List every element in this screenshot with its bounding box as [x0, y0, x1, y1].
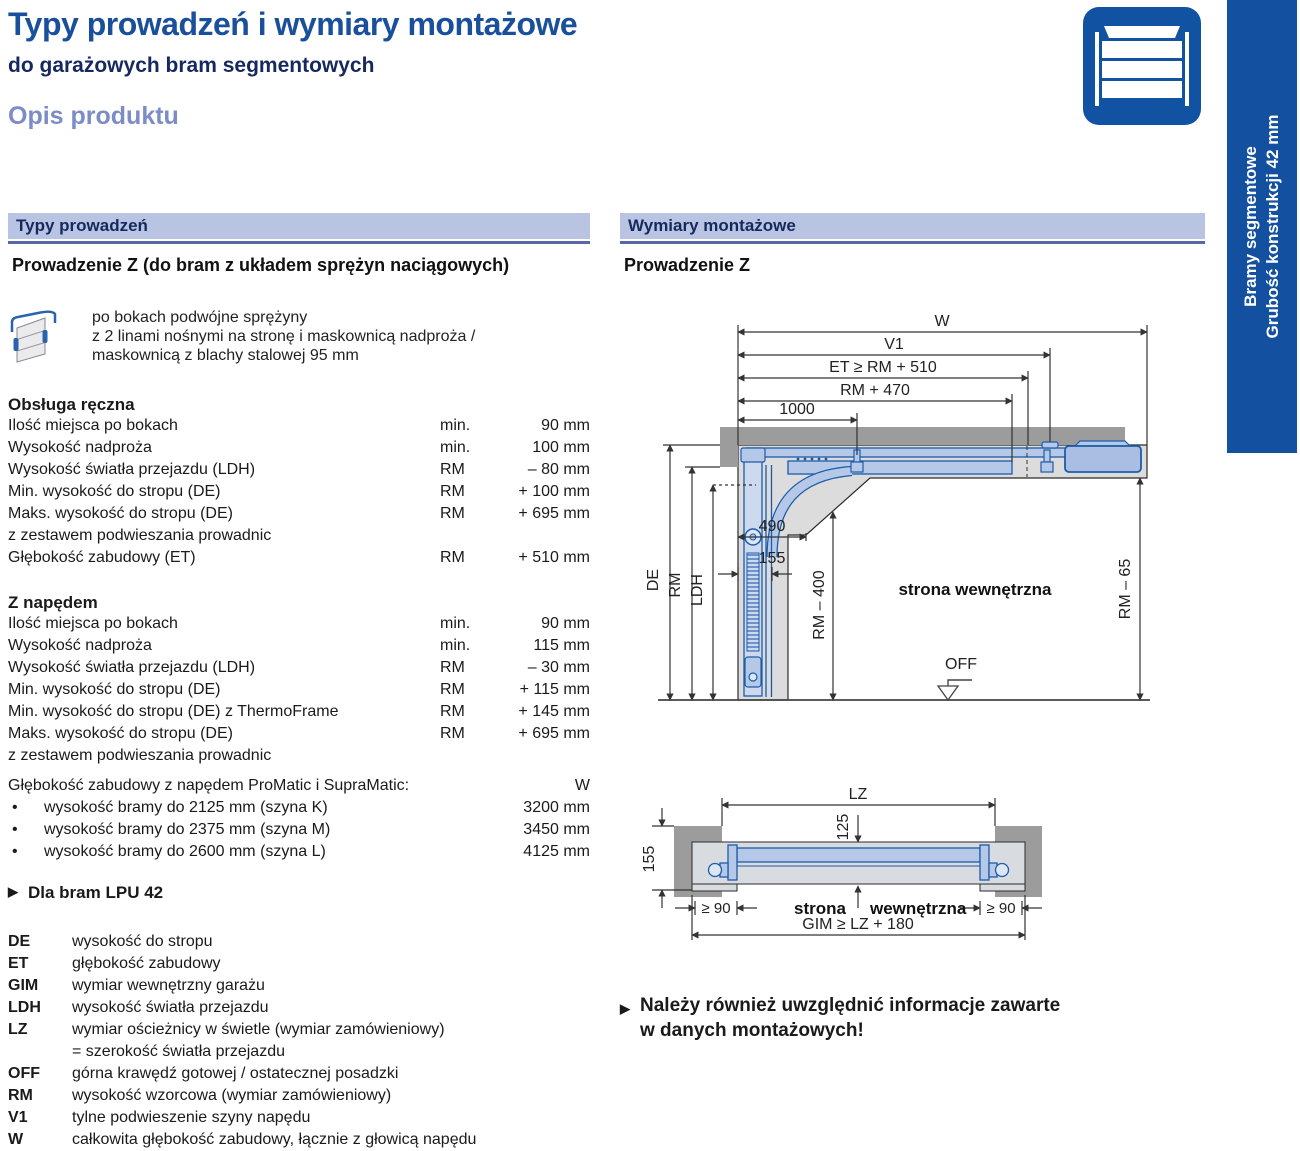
legend-description-line: całkowita głębokość zabudowy, łącznie z głowicą napędu: [72, 1131, 477, 1148]
legend-description: [72, 953, 590, 975]
depth-heading-row: [8, 775, 590, 797]
powered-spec-table: [8, 613, 590, 767]
spec-value: 90 mm: [541, 417, 590, 434]
spec-row: [8, 481, 590, 503]
legend-description-line: wysokość światła przejazdu: [72, 999, 269, 1016]
dim-w-label: W: [934, 313, 950, 330]
dim-90-right-label: ≥ 90: [986, 900, 1016, 917]
legend-row: [8, 1107, 590, 1129]
legend-row: [8, 997, 590, 1019]
inside-label-plan: [794, 886, 967, 918]
spec-row: [8, 415, 590, 437]
depth-value: 3450 mm: [523, 821, 590, 838]
left-section-bar: [8, 213, 590, 239]
inside-label-b: wewnętrzna: [870, 899, 967, 918]
spec-reference: RM: [440, 483, 465, 500]
spec-label: Wysokość światła przejazdu (LDH): [8, 659, 256, 676]
spec-label: Maks. wysokość do stropu (DE): [8, 725, 233, 742]
powered-heading: Z napędem: [8, 593, 98, 612]
spec-label: Min. wysokość do stropu (DE): [8, 483, 221, 500]
legend-description: [72, 931, 590, 953]
spec-label: Min. wysokość do stropu (DE): [8, 681, 221, 698]
depth-label: wysokość bramy do 2600 mm (szyna L): [44, 843, 326, 860]
right-lead: Prowadzenie Z: [624, 255, 751, 275]
spec-label: Głębokość zabudowy (ET): [8, 549, 196, 566]
triangle-bullet-icon: ▶: [8, 884, 18, 899]
dim-155-plan-label: 155: [641, 845, 658, 873]
dim-de-label: DE: [645, 568, 662, 592]
spec-row: [8, 503, 590, 525]
spec-label: z zestawem podwieszania prowadnic: [8, 747, 272, 764]
dim-rm65-label: RM – 65: [1117, 558, 1134, 620]
spec-label: Wysokość nadproża: [8, 439, 152, 456]
bullet-icon: •: [12, 843, 18, 860]
spec-value: 90 mm: [541, 615, 590, 632]
legend-row: [8, 953, 590, 975]
legend-description: [72, 997, 590, 1019]
spec-row: [8, 679, 590, 701]
spec-label: Ilość miejsca po bokach: [8, 417, 178, 434]
spec-reference: min.: [440, 439, 471, 456]
upper-track-rail: [746, 448, 1066, 457]
tension-spring: [747, 553, 759, 651]
spec-value: + 145 mm: [518, 703, 590, 720]
side-tab-line2: Grubość konstrukcji 42 mm: [1263, 114, 1282, 339]
legend-description: [72, 1129, 590, 1151]
inside-label-a: strona: [794, 899, 846, 918]
legend-term: V1: [8, 1109, 28, 1126]
spec-value: 100 mm: [532, 439, 590, 456]
spec-reference: min.: [440, 417, 471, 434]
abbreviation-legend: [8, 931, 590, 1151]
dim-rm-label: RM: [667, 572, 684, 598]
legend-term: ET: [8, 955, 29, 972]
spec-row: [8, 745, 590, 767]
legend-term: W: [8, 1131, 24, 1148]
legend-row: [8, 1063, 590, 1085]
right-column: [620, 213, 1205, 1043]
plan-view-diagram: [620, 775, 1205, 975]
rear-ceiling-clip: [1042, 442, 1058, 448]
legend-description: [72, 975, 590, 997]
bottom-note-text: Należy również uwzględnić informacje zawarte w danych montażowych!: [640, 995, 1061, 1041]
cable-drum-bracket: [741, 448, 765, 462]
depth-table: [8, 797, 590, 863]
dim-125-label: 125: [835, 813, 852, 841]
dim-ldh-label: LDH: [689, 573, 706, 607]
spec-label: Ilość miejsca po bokach: [8, 615, 178, 632]
spec-value: 115 mm: [533, 637, 590, 654]
track-type-intro: [8, 306, 590, 371]
spec-row: [8, 459, 590, 481]
spec-row: [8, 547, 590, 569]
left-column: [8, 213, 590, 1151]
dim-1000-label: 1000: [779, 401, 815, 418]
dim-v1-label: V1: [884, 336, 904, 353]
off-floor-symbol: [938, 680, 972, 700]
legend-row: [8, 1019, 590, 1063]
dim-rm470-label: RM + 470: [840, 382, 910, 399]
legend-term: DE: [8, 933, 31, 950]
side-tab-line1: Bramy segmentowe: [1241, 146, 1260, 307]
bullet-icon: •: [12, 799, 18, 816]
legend-description-line: tylne podwieszenie szyny napędu: [72, 1109, 311, 1126]
spec-value: [498, 525, 590, 547]
bottom-bracket: [745, 657, 761, 687]
legend-term: GIM: [8, 977, 39, 994]
spec-reference: [440, 745, 498, 767]
depth-value: 4125 mm: [523, 843, 590, 860]
spec-label: Maks. wysokość do stropu (DE): [8, 505, 233, 522]
legend-description: [72, 1085, 590, 1107]
spec-label: Wysokość światła przejazdu (LDH): [8, 461, 256, 478]
manual-heading: Obsługa ręczna: [8, 395, 135, 414]
bottom-note: [620, 993, 1205, 1043]
depth-row: [8, 819, 590, 841]
legend-description: [72, 1019, 590, 1063]
spec-label: Min. wysokość do stropu (DE) z ThermoFrame: [8, 703, 339, 720]
legend-term: OFF: [8, 1065, 40, 1082]
right-section-bar-label: Wymiary montażowe: [628, 216, 796, 235]
legend-term: LZ: [8, 1021, 28, 1038]
z-track-icon: [8, 306, 92, 371]
dim-90-left-label: ≥ 90: [701, 900, 731, 917]
dim-rm400-label: RM – 400: [811, 570, 828, 640]
spec-label: z zestawem podwieszania prowadnic: [8, 527, 272, 544]
spec-reference: RM: [440, 703, 465, 720]
spec-reference: [440, 525, 498, 547]
spec-row: [8, 657, 590, 679]
legend-row: [8, 1085, 590, 1107]
triangle-bullet-icon: ▶: [620, 1001, 630, 1016]
spec-reference: min.: [440, 615, 471, 632]
inside-label: strona wewnętrzna: [898, 580, 1052, 599]
legend-description-line: = szerokość światła przejazdu: [72, 1043, 285, 1060]
legend-row: [8, 975, 590, 997]
spec-reference: RM: [440, 549, 465, 566]
right-section-bar: [620, 213, 1205, 239]
spec-reference: RM: [440, 659, 465, 676]
left-section-bar-label: Typy prowadzeń: [16, 216, 148, 235]
spec-reference: RM: [440, 681, 465, 698]
spec-value: + 510 mm: [518, 549, 590, 566]
spec-value: + 695 mm: [518, 725, 590, 742]
spec-row: [8, 437, 590, 459]
off-label: OFF: [945, 656, 977, 673]
legend-description: [72, 1107, 590, 1129]
depth-row: [8, 841, 590, 863]
page-title: Typy prowadzeń i wymiary montażowe: [8, 6, 578, 42]
side-tab-text: [1227, 0, 1297, 453]
dim-lz-label: LZ: [848, 786, 868, 803]
legend-description-line: wysokość wzorcowa (wymiar zamówieniowy): [72, 1087, 392, 1104]
spec-reference: RM: [440, 461, 465, 478]
manual-spec-table: [8, 415, 590, 569]
side-section-diagram: [620, 305, 1205, 745]
legend-row: [8, 931, 590, 953]
legend-description-line: wymiar wewnętrzny garażu: [72, 977, 265, 994]
spec-value: + 695 mm: [518, 505, 590, 522]
dim-gim-label: GIM ≥ LZ + 180: [802, 916, 914, 933]
legend-description-line: górna krawędź gotowej / ostatecznej posadzki: [72, 1065, 399, 1082]
sectional-door-icon: [1082, 6, 1202, 131]
legend-description-line: głębokość zabudowy: [72, 955, 221, 972]
operator-head: [1065, 441, 1141, 472]
sectional-door-icon-svg: [1082, 6, 1202, 126]
left-lead: Prowadzenie Z (do bram z układem sprężyn naciągowych): [12, 255, 510, 275]
depth-label: wysokość bramy do 2125 mm (szyna K): [44, 799, 328, 816]
legend-term: RM: [8, 1087, 33, 1104]
depth-heading-value: W: [574, 777, 590, 794]
legend-description: [72, 1063, 590, 1085]
dim-490-label: 490: [758, 518, 786, 535]
depth-label: wysokość bramy do 2375 mm (szyna M): [44, 821, 331, 838]
spec-value: + 115 mm: [519, 681, 590, 698]
lintel: [720, 445, 738, 467]
page-subtitle: do garażowych bram segmentowych: [8, 54, 375, 77]
spec-label: Wysokość nadproża: [8, 637, 152, 654]
spec-row: [8, 635, 590, 657]
spec-value: + 100 mm: [518, 483, 590, 500]
track-type-description: po bokach podwójne sprężyny z 2 linami nośnymi na stronę i maskownicą nadproża / maskownicą z blachy stalowej 95 mm: [92, 309, 476, 364]
spec-row: [8, 723, 590, 745]
ceiling: [720, 427, 1125, 445]
lpu-note-text: Dla bram LPU 42: [28, 883, 164, 902]
dim-et-label: ET ≥ RM + 510: [829, 359, 937, 376]
depth-heading: Głębokość zabudowy z napędem ProMatic i SupraMatic:: [8, 777, 410, 794]
spec-value: – 30 mm: [527, 659, 590, 676]
lpu-note: [8, 883, 590, 903]
legend-description-line: wymiar ościeżnicy w świetle (wymiar zamówieniowy): [72, 1021, 445, 1038]
spec-value: – 80 mm: [527, 461, 590, 478]
door-panel-top-view: [737, 848, 980, 862]
section-title: Opis produktu: [8, 102, 179, 130]
spec-reference: min.: [440, 637, 471, 654]
dim-155-label: 155: [758, 550, 786, 567]
depth-value: 3200 mm: [523, 799, 590, 816]
spec-reference: RM: [440, 725, 465, 742]
bullet-icon: •: [12, 821, 18, 838]
legend-description-line: wysokość do stropu: [72, 933, 213, 950]
depth-row: [8, 797, 590, 819]
depth-section: [8, 775, 590, 863]
legend-term: LDH: [8, 999, 41, 1016]
side-tab: [1227, 0, 1297, 453]
spec-row: [8, 701, 590, 723]
spec-value: [498, 745, 590, 767]
legend-row: [8, 1129, 590, 1151]
spec-row: [8, 613, 590, 635]
spec-reference: RM: [440, 505, 465, 522]
spec-row: [8, 525, 590, 547]
